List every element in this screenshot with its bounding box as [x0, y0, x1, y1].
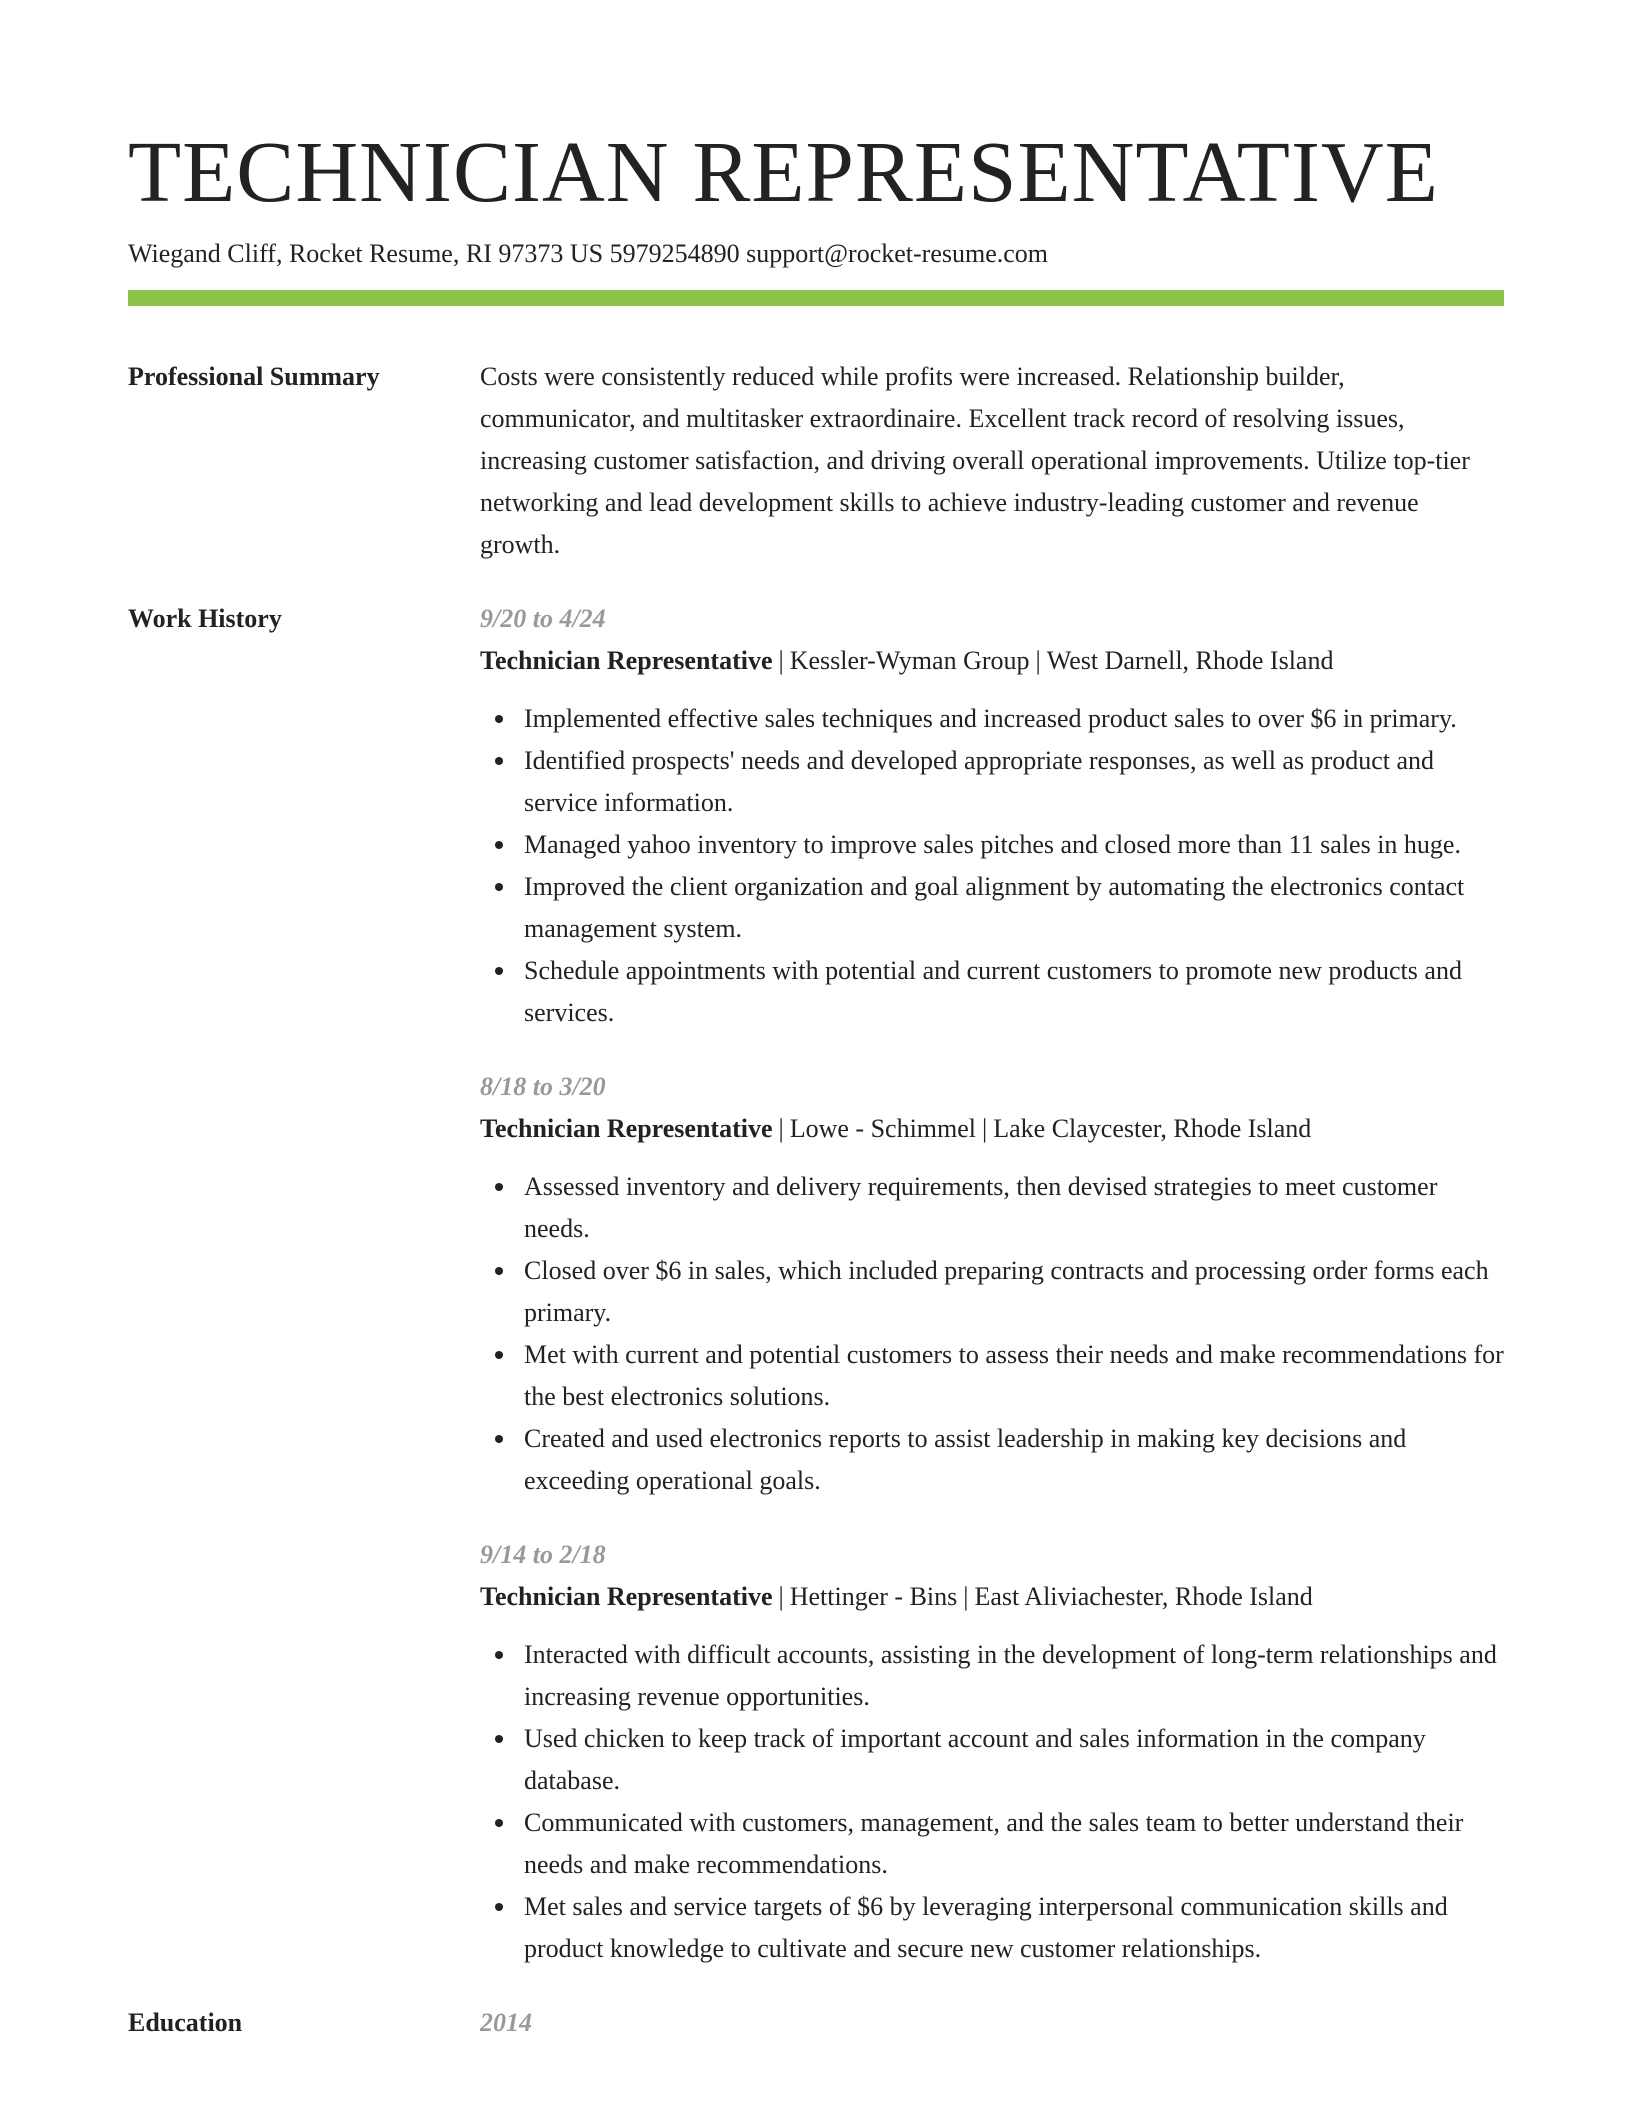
- work-history-section: [128, 598, 1504, 1970]
- job-bullet: Assessed inventory and delivery requirements, then devised strategies to meet customer needs.: [480, 1166, 1504, 1250]
- summary-label: Professional Summary: [128, 362, 380, 391]
- education-label: Education: [128, 2008, 243, 2037]
- job-bullet: Interacted with difficult accounts, assisting in the development of long-term relationships and increasing revenue opportunities.: [480, 1634, 1504, 1718]
- job-dates: 8/18 to 3/20: [480, 1072, 606, 1101]
- job-title: Technician Representative: [480, 1582, 773, 1611]
- job-title: Technician Representative: [480, 646, 773, 675]
- job-bullet: Improved the client organization and goal alignment by automating the electronics contact management system.: [480, 866, 1504, 950]
- job-bullet: Identified prospects' needs and developed appropriate responses, as well as product and service information.: [480, 740, 1504, 824]
- job-location: East Aliviachester, Rhode Island: [974, 1582, 1313, 1611]
- job-title: Technician Representative: [480, 1114, 773, 1143]
- job-bullet: Used chicken to keep track of important account and sales information in the company database.: [480, 1718, 1504, 1802]
- contact-address: Wiegand Cliff, Rocket Resume, RI 97373 US: [128, 239, 604, 268]
- job-heading: Technician Representative | Lowe - Schimmel | Lake Claycester, Rhode Island: [480, 1114, 1312, 1143]
- work-history-list: [480, 598, 1504, 1970]
- job-bullet: Schedule appointments with potential and current customers to promote new products and services.: [480, 950, 1504, 1034]
- education-body: [480, 2002, 1504, 2044]
- job-bullets: [480, 698, 1504, 1034]
- contact-phone: 5979254890: [609, 239, 740, 268]
- job-bullet: Communicated with customers, management, and the sales team to better understand their needs and make recommendations.: [480, 1802, 1504, 1886]
- job-entry: [480, 1534, 1504, 1970]
- summary-text: Costs were consistently reduced while profits were increased. Relationship builder, communicator, and multitasker extraordinaire. Excellent track record of resolving issues, increasing customer satisfaction, and driving overall operational improvements. Utilize top-tier networking and lead development skills to achieve industry-leading customer and revenue growth.: [480, 362, 1470, 559]
- job-bullet: Managed yahoo inventory to improve sales pitches and closed more than 11 sales in huge.: [480, 824, 1504, 866]
- job-bullet: Created and used electronics reports to assist leadership in making key decisions and exceeding operational goals.: [480, 1418, 1504, 1502]
- job-dates: 9/14 to 2/18: [480, 1540, 606, 1569]
- job-company: Lowe - Schimmel: [789, 1114, 977, 1143]
- job-entry: [480, 1066, 1504, 1502]
- resume-name: TECHNICIAN REPRESENTATIVE: [128, 123, 1439, 220]
- job-bullet: Closed over $6 in sales, which included preparing contracts and processing order forms each primary.: [480, 1250, 1504, 1334]
- header-divider: [128, 290, 1504, 306]
- job-company: Kessler-Wyman Group: [789, 646, 1030, 675]
- education-year: 2014: [480, 2008, 532, 2037]
- job-dates: 9/20 to 4/24: [480, 604, 606, 633]
- contact-line: [128, 236, 1504, 272]
- summary-section: [128, 356, 1504, 566]
- resume-page: [128, 118, 1504, 2044]
- job-company: Hettinger - Bins: [789, 1582, 958, 1611]
- job-bullet: Implemented effective sales techniques and increased product sales to over $6 in primary.: [480, 698, 1504, 740]
- education-section: [128, 2002, 1504, 2044]
- contact-email: support@rocket-resume.com: [746, 239, 1049, 268]
- job-bullet: Met sales and service targets of $6 by leveraging interpersonal communication skills and product knowledge to cultivate and secure new customer relationships.: [480, 1886, 1504, 1970]
- job-entry: [480, 598, 1504, 1034]
- job-bullet: Met with current and potential customers to assess their needs and make recommendations for the best electronics solutions.: [480, 1334, 1504, 1418]
- work-history-label: Work History: [128, 604, 282, 633]
- job-bullets: [480, 1166, 1504, 1502]
- job-heading: Technician Representative | Hettinger - Bins | East Aliviachester, Rhode Island: [480, 1582, 1313, 1611]
- job-location: West Darnell, Rhode Island: [1046, 646, 1334, 675]
- job-location: Lake Claycester, Rhode Island: [993, 1114, 1312, 1143]
- job-heading: Technician Representative | Kessler-Wyman Group | West Darnell, Rhode Island: [480, 646, 1334, 675]
- job-bullets: [480, 1634, 1504, 1970]
